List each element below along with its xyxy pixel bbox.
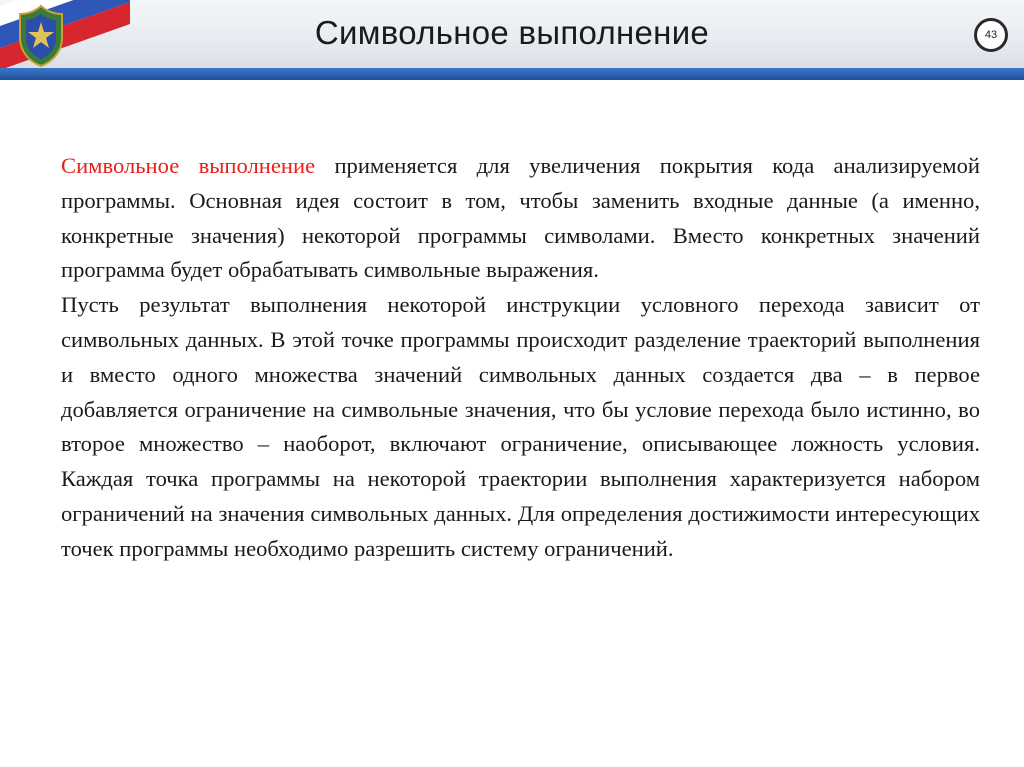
slide-title: Символьное выполнение bbox=[314, 14, 710, 51]
paragraph-1 bbox=[61, 149, 980, 288]
slide-body bbox=[61, 149, 980, 567]
paragraph-2: Пусть результат выполнения некоторой инструкции условного перехода зависит от символьных данных. В этой точке программы происходит разделение траекторий выполнения и вместо одного множества значений символьных данных создается два – в первое добавляется ограничение на символьные значения, что бы условие перехода было истинно, во второе множество – наоборот, включают ограничение, описывающее ложность условия. Каждая точка программы на некоторой траектории выполнения характеризуется набором ограничений на значения символьных данных. Для определения достижимости интересующих точек программы необходимо разрешить систему ограничений. bbox=[61, 292, 980, 561]
page-number-badge: 43 bbox=[974, 18, 1008, 52]
term-highlight: Символьное выполнение bbox=[61, 153, 316, 178]
slide-header bbox=[0, 0, 1024, 80]
paragraph-1-text: применяется для увеличения покрытия кода анализируемой программы. Основная идея состоит в том, чтобы заменить входные данные (а именно, конкретные значения) некоторой программы символами. Вместо конкретных значений программа будет обрабатывать символьные выражения. bbox=[61, 153, 980, 283]
header-blue-band bbox=[0, 68, 1024, 80]
